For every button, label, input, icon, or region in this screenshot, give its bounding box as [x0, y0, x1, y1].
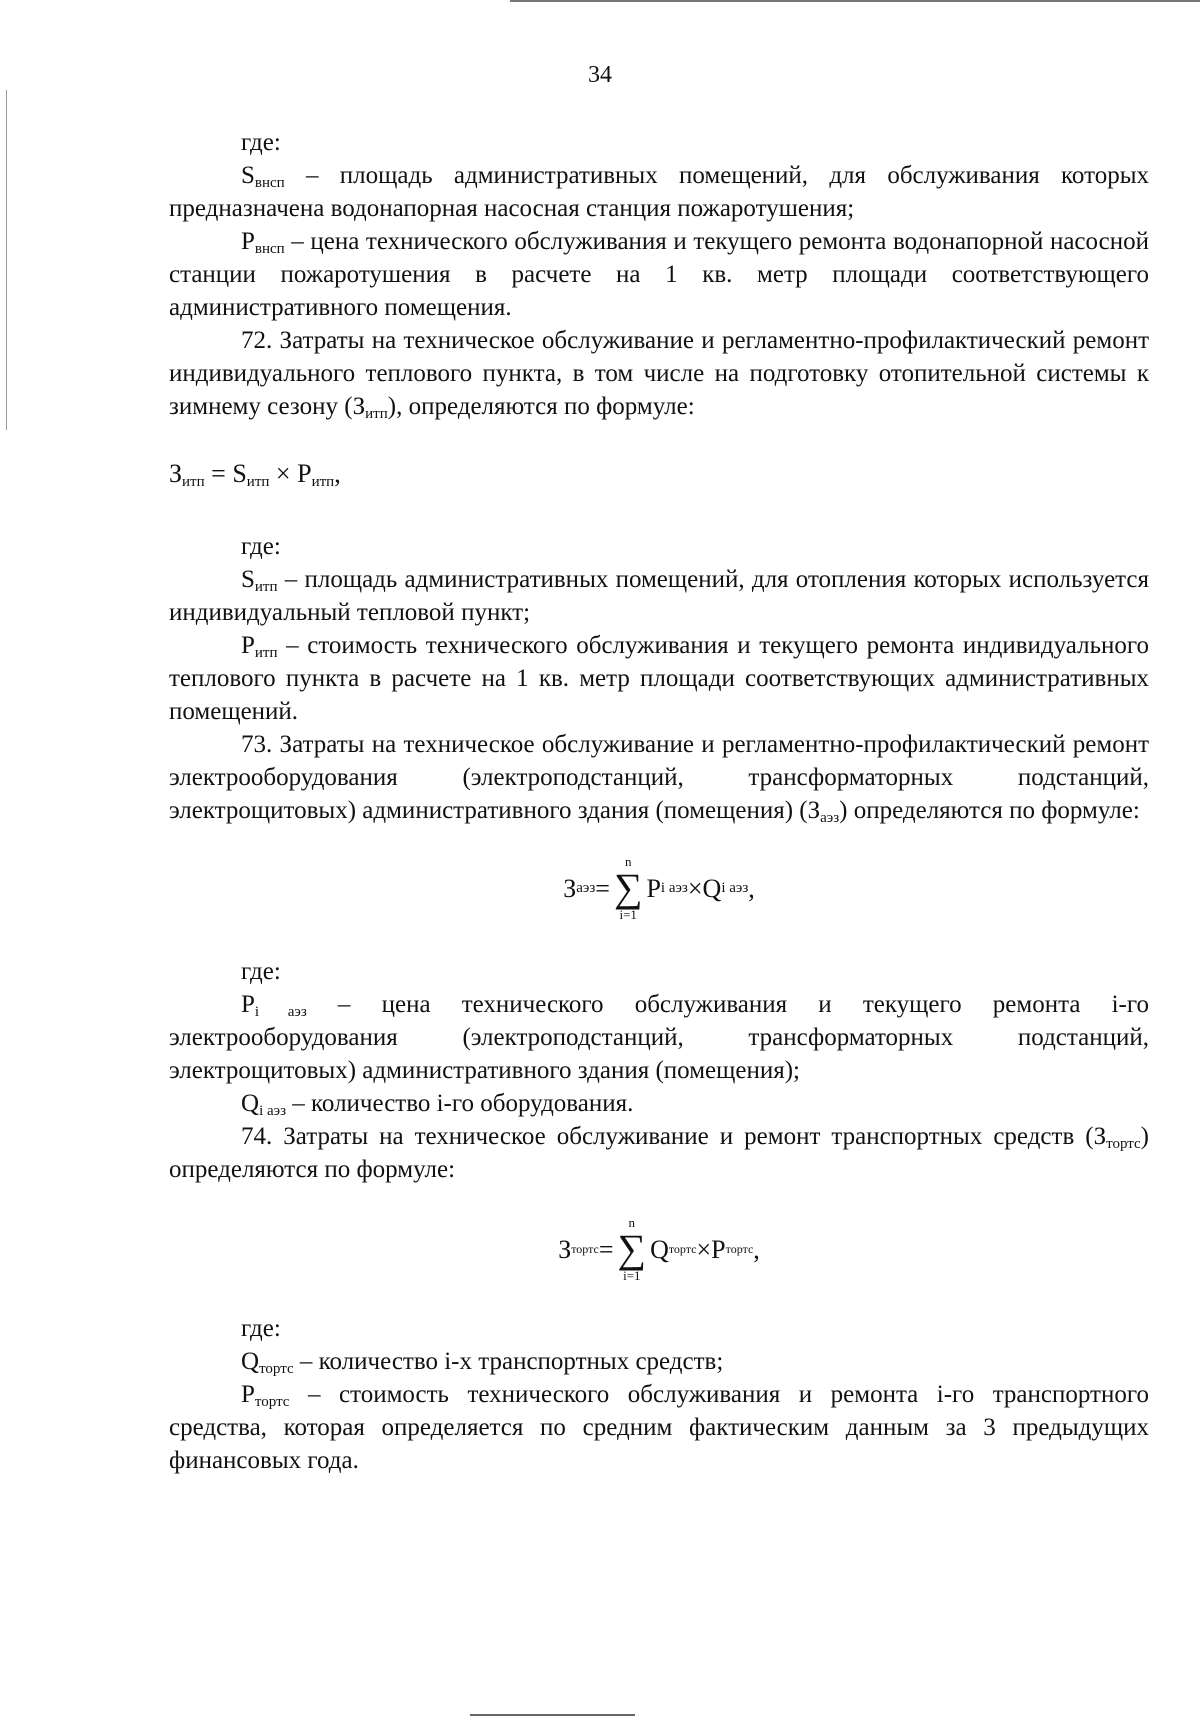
definition-s-vnsp: $S_{внсп}$ – площадь административных помещений, для обслуживания которых предназначена водонапорная насосная станция пожаротушения; [169, 162, 1149, 222]
where-label: где: [241, 958, 281, 985]
definition-p-aez: $P_{i аэз}$ – цена технического обслуживания и текущего ремонта i-го электрооборудования (электроподстанций, трансформаторных подстанций, электрощитовых) административного здания (помещения); [169, 991, 1149, 1084]
document-body [169, 126, 1149, 1477]
scan-edge-left [6, 90, 7, 430]
scan-edge-top [510, 0, 1200, 2]
formula-72: $З_{итп} = S_{итп} \times P_{итп}$, [169, 459, 341, 490]
page-number: 34 [588, 62, 612, 88]
definition-p-vnsp: $P_{внсп}$ – цена технического обслуживания и текущего ремонта водонапорной насосной станции пожаротушения в расчете на 1 кв. метр площади соответствующего административного помещения. [169, 228, 1149, 321]
formula-73: З аэз = n ∑ i=1 P i аэз × Q i аэз , [563, 854, 755, 922]
definition-q-aez: $Q_{i аэз}$ – количество i-го оборудования. [241, 1090, 634, 1119]
paragraph-73: 73. Затраты на техническое обслуживание и регламентно-профилактический ремонт электрооборудования (электроподстанций, трансформаторных подстанций, электрощитовых) административного здания (помещения) $(З_{аэз})$ определяются по формуле: [169, 731, 1149, 826]
paragraph-74: 74. Затраты на техническое обслуживание и ремонт транспортных средств $(З_{тортс})$ определяются по формуле: [169, 1123, 1149, 1183]
definition-s-itp: $S_{итп}$ – площадь административных помещений, для отопления которых используется индивидуальный тепловой пункт; [169, 566, 1149, 626]
definition-q-tortс: $Q_{тортс}$ – количество i-х транспортных средств; [241, 1348, 724, 1377]
sigma-icon: n ∑ i=1 [617, 1215, 647, 1283]
where-label: где: [241, 129, 281, 156]
definition-p-tortc: $P_{тортс}$ – стоимость технического обслуживания и ремонта i-го транспортного средства, которая определяется по средним фактическим данным за 3 предыдущих финансовых года. [169, 1381, 1149, 1474]
paragraph-72: 72. Затраты на техническое обслуживание и регламентно-профилактический ремонт индивидуального теплового пункта, в том числе на подготовку отопительной системы к зимнему сезону $(З_{итп})$, определяются по формуле: [169, 327, 1149, 422]
sigma-icon: n ∑ i=1 [613, 854, 643, 922]
where-label: где: [241, 533, 281, 560]
formula-74: З тортс = n ∑ i=1 Q тортс × P тортс , [558, 1215, 760, 1283]
where-label: где: [241, 1315, 281, 1342]
scan-edge-bottom [470, 1714, 635, 1716]
definition-p-itp: $P_{итп}$ – стоимость технического обслуживания и текущего ремонта индивидуального теплового пункта в расчете на 1 кв. метр площади соответствующих административных помещений. [169, 632, 1149, 725]
